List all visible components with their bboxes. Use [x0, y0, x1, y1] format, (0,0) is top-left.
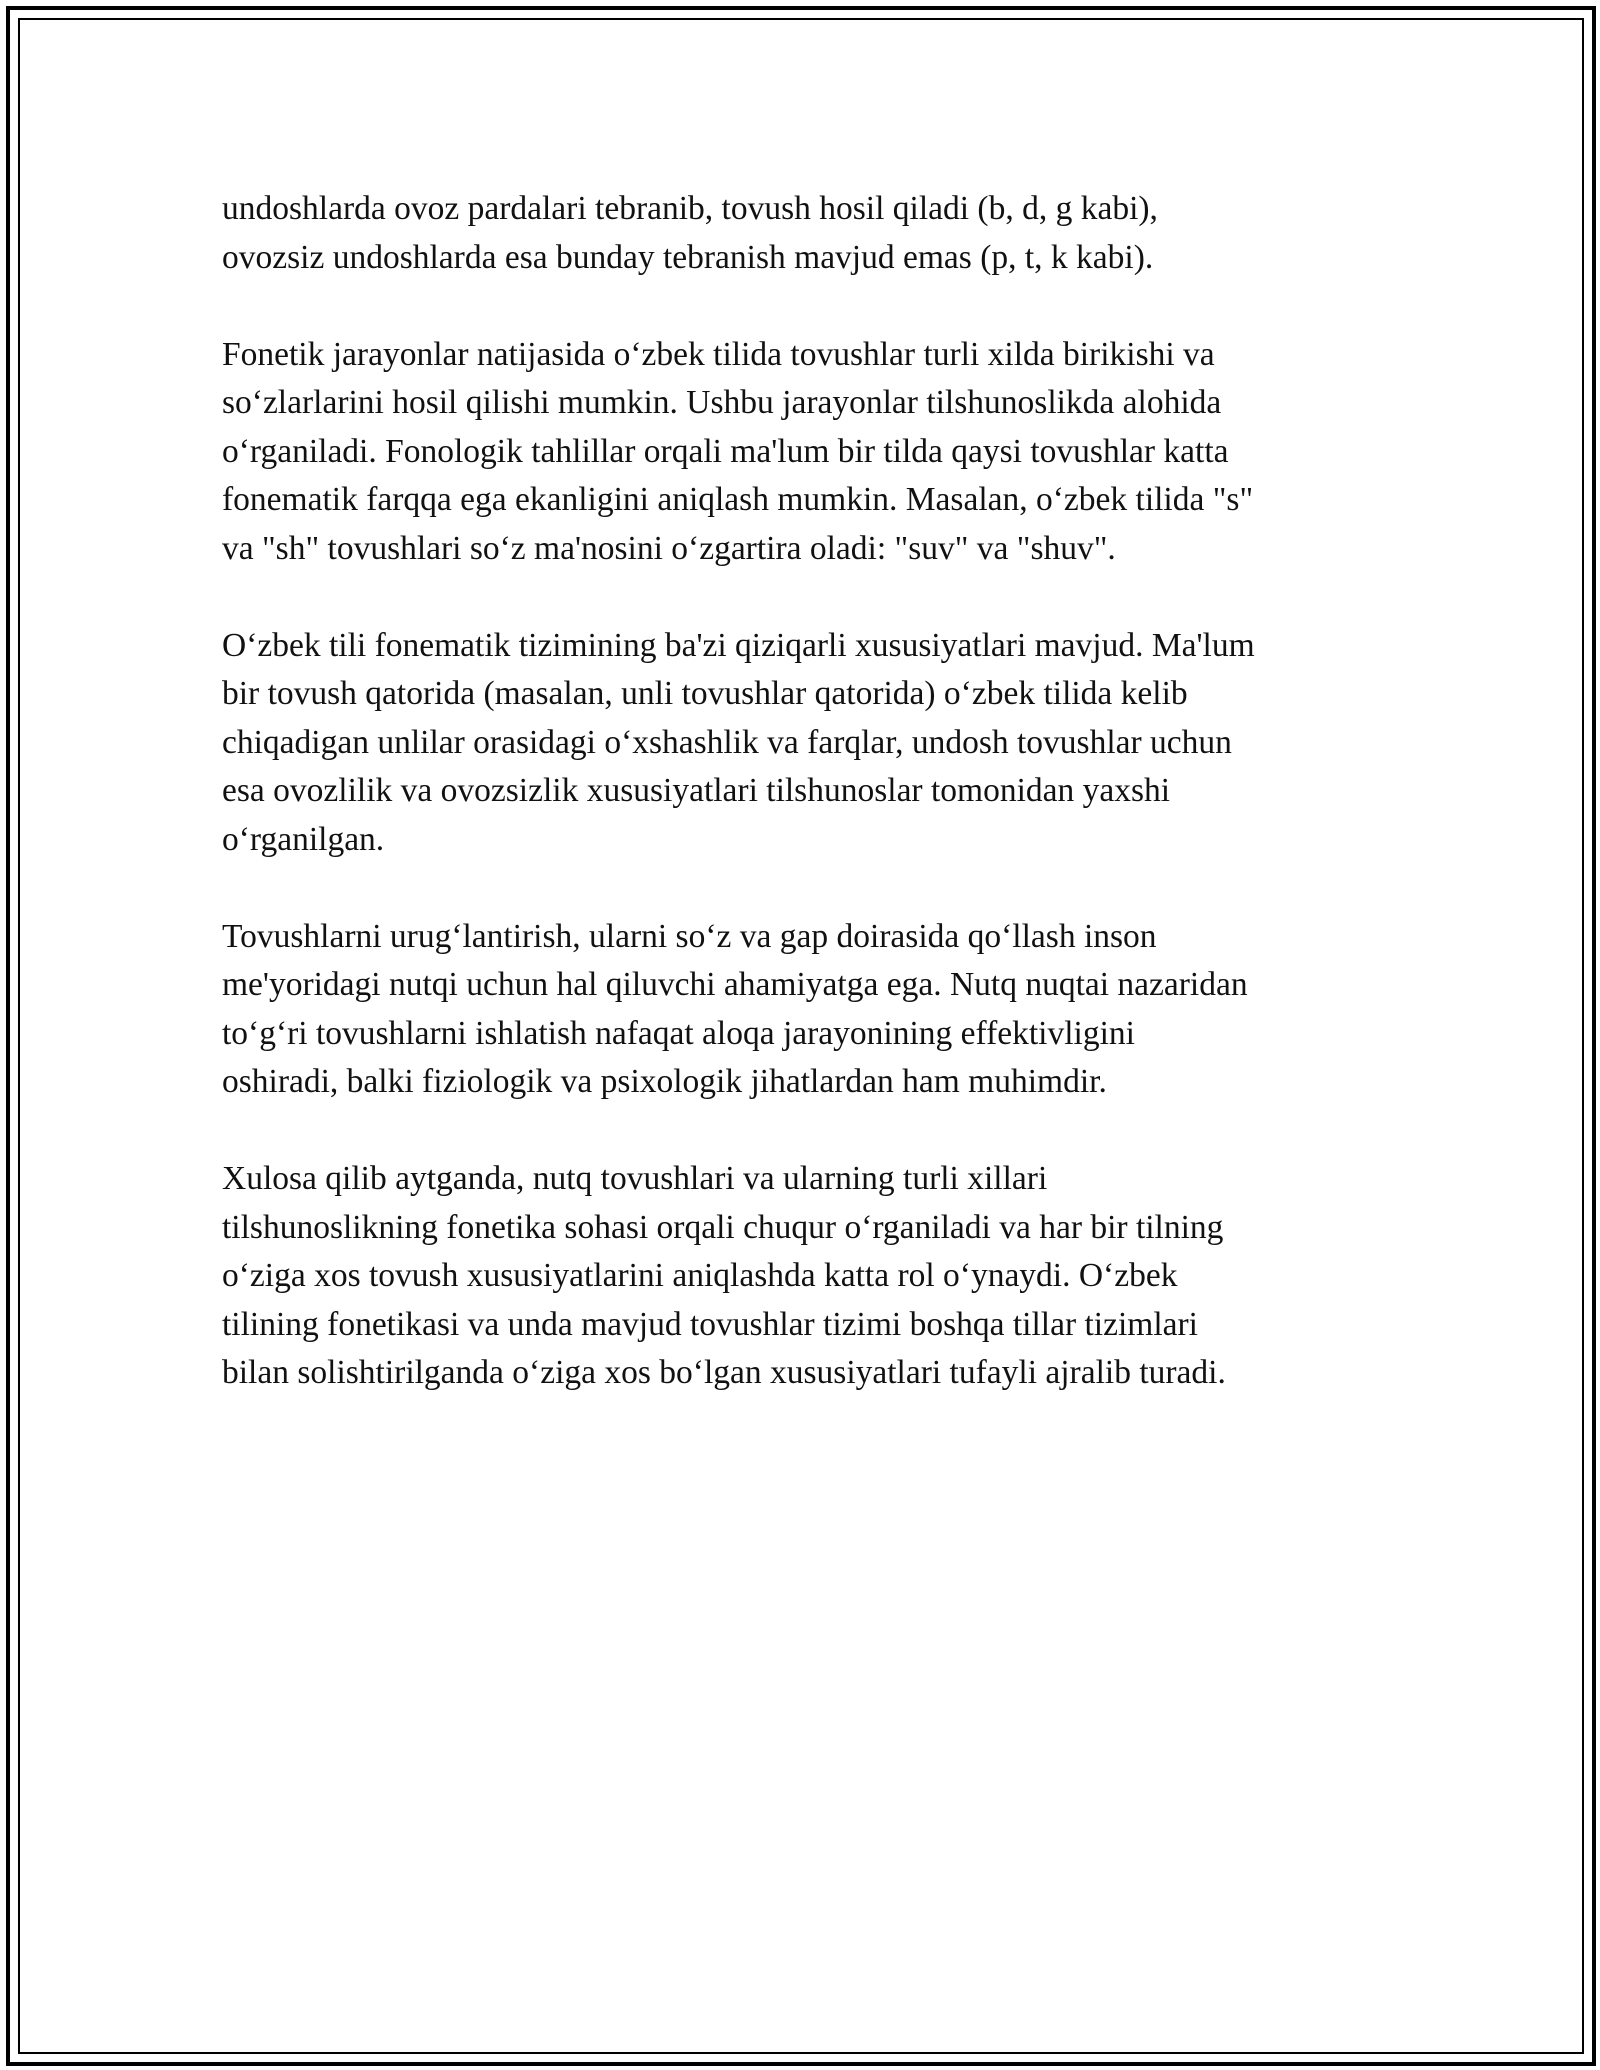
text-line: bir tovush qatorida (masalan, unli tovushlar qatorida) oʻzbek tilida kelib [222, 675, 1188, 712]
paragraph [222, 913, 1382, 1107]
text-line: tilshunoslikning fonetika sohasi orqali chuqur oʻrganiladi va har bir tilning [222, 1208, 1224, 1246]
text-line: bilan solishtirilganda oʻziga xos boʻlgan xususiyatlari tufayli ajralib turadi. [222, 1354, 1226, 1391]
text-line: Tovushlarni urugʻlantirish, ularni soʻz va gap doirasida qoʻllash inson [222, 917, 1157, 955]
paragraph [222, 622, 1382, 865]
text-line: fonematik farqqa ega ekanligini aniqlash mumkin. Masalan, oʻzbek tilida "s" [222, 481, 1254, 518]
text-line: oʻziga xos tovush xususiyatlarini aniqlashda katta rol oʻynaydi. Oʻzbek [222, 1257, 1178, 1294]
document-body [222, 185, 1382, 1446]
text-line: oʻrganiladi. Fonologik tahlillar orqali ma'lum bir tilda qaysi tovushlar katta [222, 432, 1229, 470]
text-line: oʻrganilgan. [222, 820, 385, 858]
text-line: toʻgʻri tovushlarni ishlatish nafaqat aloqa jarayonining effektivligini [222, 1014, 1135, 1052]
text-line: soʻzlarlarini hosil qilishi mumkin. Ushbu jarayonlar tilshunoslikda alohida [222, 384, 1222, 421]
paragraph [222, 185, 1382, 282]
paragraph [222, 1155, 1382, 1398]
text-line: undoshlarda ovoz pardalari tebranib, tovush hosil qiladi (b, d, g kabi), [222, 190, 1158, 227]
text-line: Fonetik jarayonlar natijasida oʻzbek tilida tovushlar turli xilda birikishi va [222, 335, 1215, 373]
text-line: chiqadigan unlilar orasidagi oʻxshashlik va farqlar, undosh tovushlar uchun [222, 723, 1232, 761]
text-line: Xulosa qilib aytganda, nutq tovushlari va ularning turli xillari [222, 1160, 1048, 1197]
text-line: me'yoridagi nutqi uchun hal qiluvchi ahamiyatga ega. Nutq nuqtai nazaridan [222, 966, 1248, 1003]
text-line: esa ovozlilik va ovozsizlik xususiyatlari tilshunoslar tomonidan yaxshi [222, 772, 1171, 809]
text-line: tilining fonetikasi va unda mavjud tovushlar tizimi boshqa tillar tizimlari [222, 1305, 1198, 1343]
text-line: va "sh" tovushlari soʻz ma'nosini oʻzgartira oladi: "suv" va "shuv". [222, 529, 1116, 567]
paragraph [222, 331, 1382, 574]
text-line: ovozsiz undoshlarda esa bunday tebranish mavjud emas (p, t, k kabi). [222, 238, 1154, 276]
text-line: oshiradi, balki fiziologik va psixologik jihatlardan ham muhimdir. [222, 1063, 1107, 1100]
text-line: Oʻzbek tili fonematik tizimining ba'zi qiziqarli xususiyatlari mavjud. Ma'lum [222, 626, 1255, 664]
